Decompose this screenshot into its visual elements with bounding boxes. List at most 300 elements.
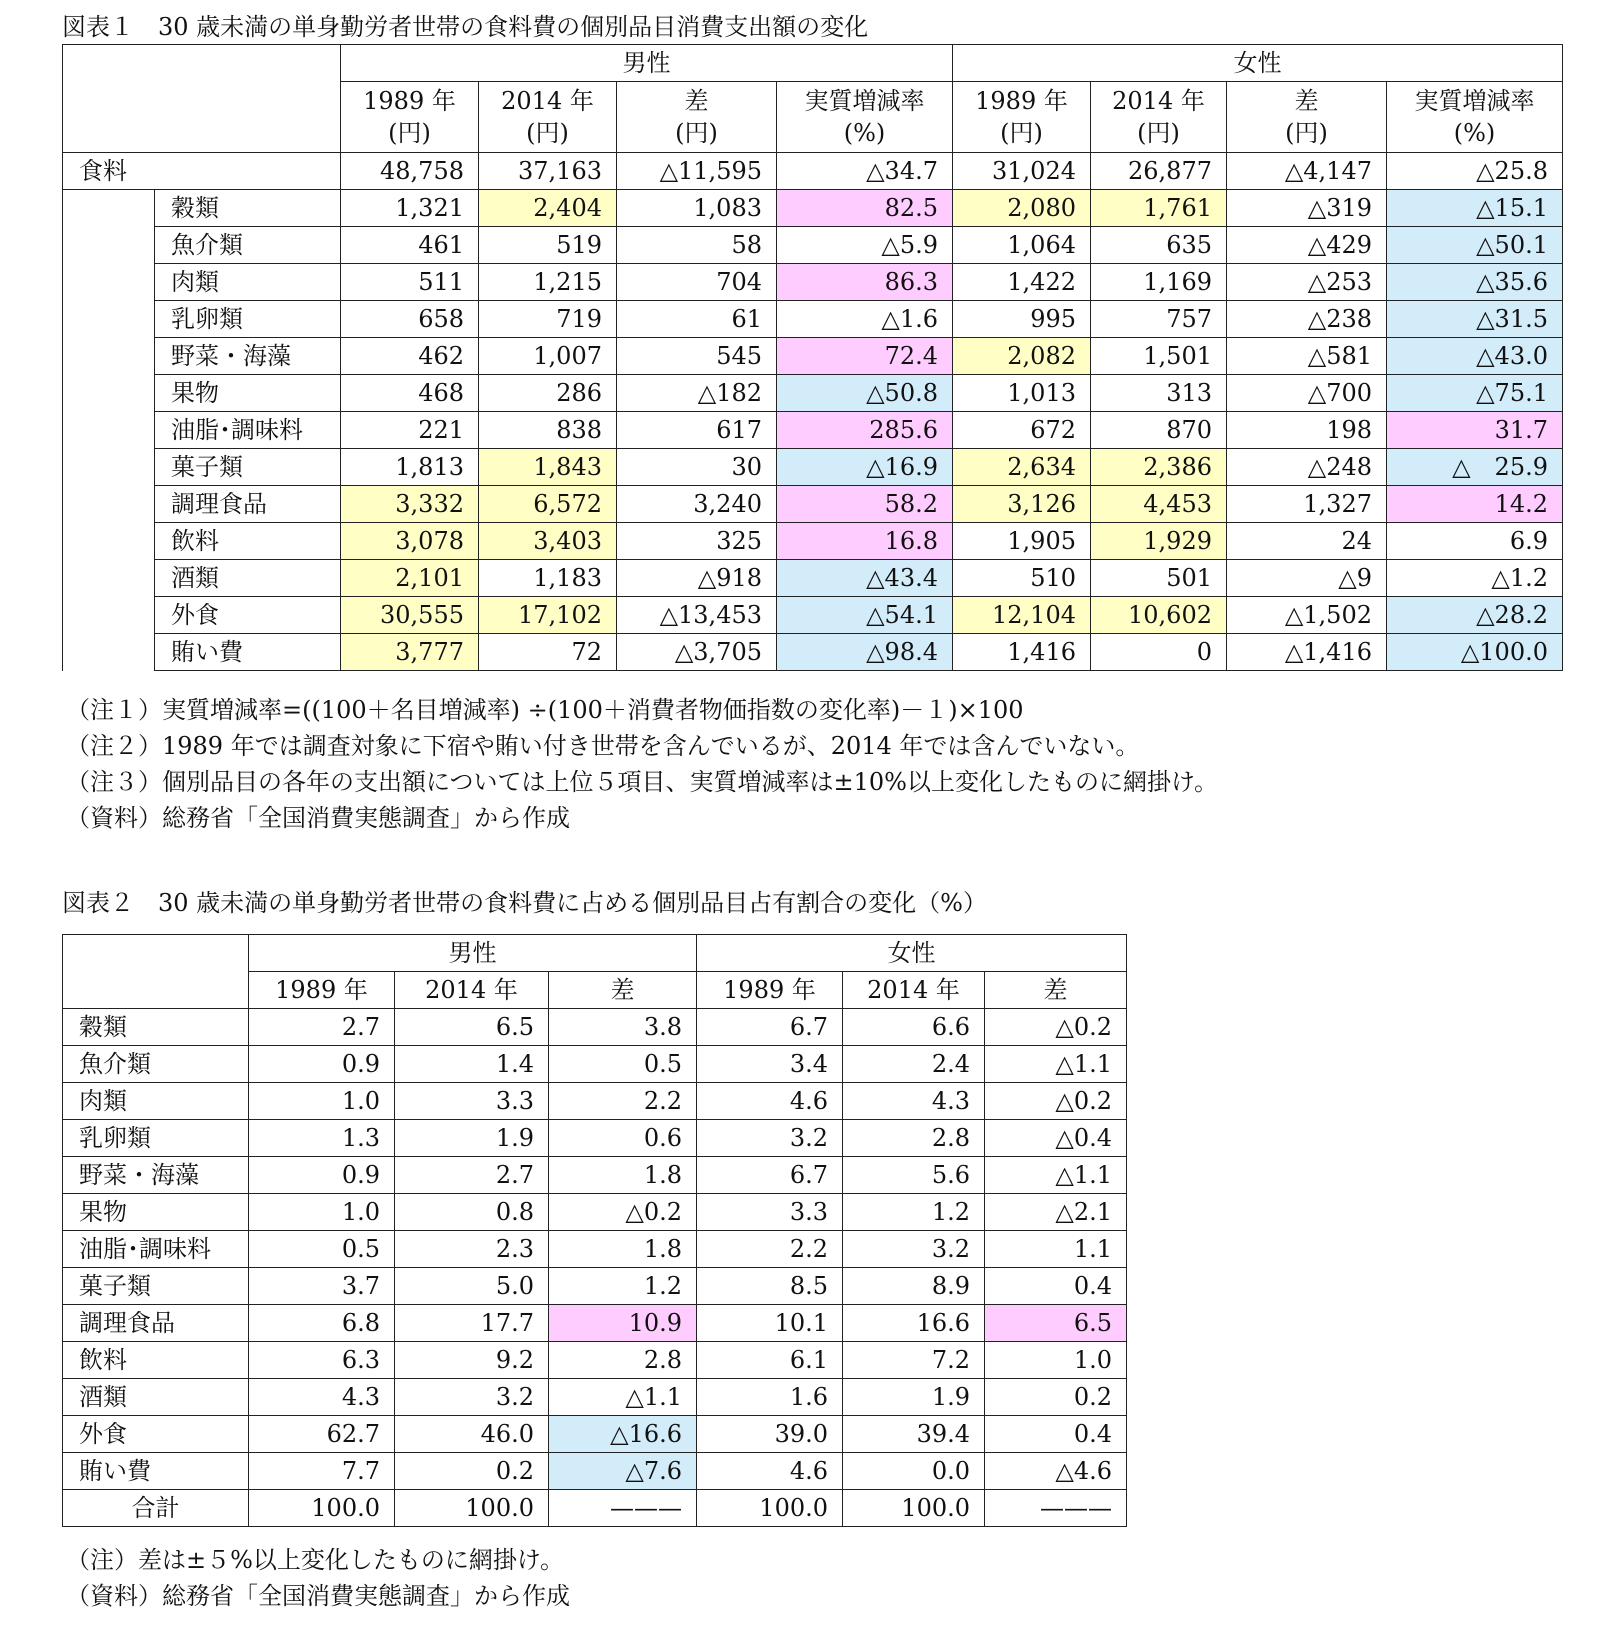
table1-cell: 24 [1227,523,1387,560]
row-label: 果物 [155,375,341,412]
table1-cell: △918 [617,560,777,597]
table1-cell: 1,422 [953,264,1091,301]
table1-cell: △3,705 [617,634,777,671]
table1-row [63,449,1563,486]
table1-row [63,634,1563,671]
table2-cell: 0.2 [395,1453,549,1490]
table1-column-header [777,82,953,153]
table2-cell: 2.7 [249,1009,395,1046]
column-header-line1: 実質増減率 [804,87,925,115]
table1-cell: 198 [1227,412,1387,449]
table1-cell: △1,502 [1227,597,1387,634]
table2-cell: 1.2 [843,1194,985,1231]
table1-cell: 2,386 [1091,449,1227,486]
table2-cell: 6.6 [843,1009,985,1046]
table1-cell: 510 [953,560,1091,597]
table2-cell: 4.6 [697,1083,843,1120]
row-label: 肉類 [63,1083,249,1120]
table2-cell: 2.2 [549,1083,697,1120]
table2-row [63,1305,1127,1342]
column-header-line1: 差 [684,87,709,115]
table1-cell: △5.9 [777,227,953,264]
row-label: 肉類 [155,264,341,301]
table2-cell: 1.9 [843,1379,985,1416]
row-label: 外食 [63,1416,249,1453]
column-header-line2: (円) [388,119,431,147]
table2-cell: △0.2 [985,1009,1127,1046]
table2-row [63,1416,1127,1453]
table1-cell: △35.6 [1387,264,1563,301]
table1-cell: △238 [1227,301,1387,338]
column-header-line2: (円) [1137,119,1180,147]
table2-cell: 3.8 [549,1009,697,1046]
table1-cell: 30,555 [341,597,479,634]
table2-cell: 4.3 [843,1083,985,1120]
table1-cell: △581 [1227,338,1387,375]
table2-cell: 3.7 [249,1268,395,1305]
table2-row [63,1083,1127,1120]
table1-cell: 468 [341,375,479,412]
table1-cell: 58.2 [777,486,953,523]
row-label: 乳卵類 [155,301,341,338]
column-header-line1: 実質増減率 [1414,87,1535,115]
table1-cell: △253 [1227,264,1387,301]
table2-cell: 3.2 [697,1120,843,1157]
table2-cell: 0.9 [249,1046,395,1083]
table1-cell: 1,321 [341,190,479,227]
column-header-line1: 2014 年 [501,87,594,115]
table2-cell: 7.2 [843,1342,985,1379]
table2-cell: 2.8 [549,1342,697,1379]
table1-cell: 511 [341,264,479,301]
table1-cell: 3,078 [341,523,479,560]
table1-cell: 286 [479,375,617,412]
table2-cell: 1.3 [249,1120,395,1157]
table2-cell: △0.2 [549,1194,697,1231]
table1-cell: 462 [341,338,479,375]
row-label: 魚介類 [63,1046,249,1083]
column-header-line2: (円) [1000,119,1043,147]
table1-cell: 838 [479,412,617,449]
table1-category-spacer [63,190,155,671]
table1-cell: 1,905 [953,523,1091,560]
note-line: （注）差は±５%以上変化したものに網掛け。 [66,1546,564,1574]
table1-cell: 313 [1091,375,1227,412]
table1-cell: 1,169 [1091,264,1227,301]
table1-cell: △25.8 [1387,153,1563,190]
column-header-line2: (%) [843,119,886,147]
table1-row [63,227,1563,264]
table2-cell: 4.6 [697,1453,843,1490]
table2-group-header-row [63,935,1127,972]
table1-notes [66,692,1218,836]
table2-column-header: 2014 年 [843,972,985,1009]
table1-cell: 2,101 [341,560,479,597]
note-line: （注２）1989 年では調査対象に下宿や賄い付き世帯を含んでいるが、2014 年では含んでいない。 [66,732,1140,760]
table1-cell: 26,877 [1091,153,1227,190]
table1-cell: △9 [1227,560,1387,597]
note-line: （資料）総務省「全国消費実態調査」から作成 [66,804,570,832]
table1-cell: 3,403 [479,523,617,560]
table1-row [63,338,1563,375]
table2-cell: 6.5 [395,1009,549,1046]
table1-cell: 1,813 [341,449,479,486]
row-label: 賄い費 [155,634,341,671]
table1-cell: △43.0 [1387,338,1563,375]
table1-cell: 37,163 [479,153,617,190]
table2-cell: 5.6 [843,1157,985,1194]
table2-cell: 1.0 [985,1342,1127,1379]
table2-cell: △4.6 [985,1453,1127,1490]
table1-total-row [63,153,1563,190]
table1-cell: 6.9 [1387,523,1563,560]
row-label: 外食 [155,597,341,634]
table2-cell: 6.3 [249,1342,395,1379]
table1-cell: △54.1 [777,597,953,634]
row-label: 野菜・海藻 [63,1157,249,1194]
table2-cell: 39.0 [697,1416,843,1453]
table2-cell: 3.2 [395,1379,549,1416]
table1-group-female: 女性 [953,45,1563,82]
table1-cell: 672 [953,412,1091,449]
table2-cell: △0.2 [985,1083,1127,1120]
table2-cell: 62.7 [249,1416,395,1453]
table2-cell: 8.9 [843,1268,985,1305]
table1-title: 図表１ 30 歳未満の単身勤労者世帯の食料費の個別品目消費支出額の変化 [62,13,869,41]
row-label: 穀類 [63,1009,249,1046]
table1-cell: 1,501 [1091,338,1227,375]
table2-cell: 10.1 [697,1305,843,1342]
table2-notes [66,1542,570,1614]
table1-group-header-row [63,45,1563,82]
table2-cell: 6.5 [985,1305,1127,1342]
table1-cell: 0 [1091,634,1227,671]
table1-cell: △13,453 [617,597,777,634]
table2-cell: 6.7 [697,1157,843,1194]
note-line: （資料）総務省「全国消費実態調査」から作成 [66,1582,570,1610]
table2-cell: 3.4 [697,1046,843,1083]
table1-cell: 635 [1091,227,1227,264]
table2-cell: 2.8 [843,1120,985,1157]
table2-cell: ——— [549,1490,697,1527]
table2-cell: 1.8 [549,1231,697,1268]
column-header-line1: 1989 年 [363,87,456,115]
table1-cell: △4,147 [1227,153,1387,190]
table1-cell: 1,064 [953,227,1091,264]
table2-cell: 100.0 [843,1490,985,1527]
table1-cell: 2,082 [953,338,1091,375]
table2-cell: △7.6 [549,1453,697,1490]
column-header-line2: (%) [1453,119,1496,147]
row-label: 調理食品 [155,486,341,523]
table1-cell: 1,183 [479,560,617,597]
table1-cell: 31.7 [1387,412,1563,449]
table1-column-header [1387,82,1563,153]
table1-cell: 17,102 [479,597,617,634]
table2-cell: △1.1 [985,1157,1127,1194]
table1-cell: △28.2 [1387,597,1563,634]
table2-row [63,1046,1127,1083]
table2-cell: 17.7 [395,1305,549,1342]
table1-cell: 31,024 [953,153,1091,190]
row-label: 賄い費 [63,1453,249,1490]
table2-cell: 100.0 [249,1490,395,1527]
table2-cell: 6.1 [697,1342,843,1379]
column-header-line2: (円) [675,119,718,147]
note-line: （注１）実質増減率=((100＋名目増減率) ÷(100＋消費者物価指数の変化率)－１)×100 [66,696,1024,724]
table1-cell: 719 [479,301,617,338]
column-header-line2: (円) [526,119,569,147]
table1-cell: 6,572 [479,486,617,523]
table1-cell: 519 [479,227,617,264]
table2-cell: △0.4 [985,1120,1127,1157]
table1-cell: 617 [617,412,777,449]
table1-cell: △1.2 [1387,560,1563,597]
table1-cell: 2,080 [953,190,1091,227]
row-label: 野菜・海藻 [155,338,341,375]
table2-title: 図表２ 30 歳未満の単身勤労者世帯の食料費に占める個別品目占有割合の変化（%） [62,889,987,917]
table2-cell: ——— [985,1490,1127,1527]
table2-cell: 0.4 [985,1268,1127,1305]
table2-cell: 9.2 [395,1342,549,1379]
table1-cell: 12,104 [953,597,1091,634]
table1-cell: △1.6 [777,301,953,338]
table1-cell: 72 [479,634,617,671]
column-header-line1: 差 [1294,87,1319,115]
table1-cell: △50.8 [777,375,953,412]
table2-column-header: 1989 年 [697,972,843,1009]
table2-cell: 3.2 [843,1231,985,1268]
column-header-line1: 2014 年 [1112,87,1205,115]
table2-row [63,1120,1127,1157]
table1-row [63,560,1563,597]
table1-cell: △75.1 [1387,375,1563,412]
row-label: 菓子類 [63,1268,249,1305]
table2 [62,934,1127,1527]
table2-cell: 0.0 [843,1453,985,1490]
table2-cell: △1.1 [985,1046,1127,1083]
table1-column-header [617,82,777,153]
table2-cell: 1.0 [249,1083,395,1120]
table1-cell: 16.8 [777,523,953,560]
table1-cell: 10,602 [1091,597,1227,634]
table1-row [63,412,1563,449]
table1-cell: 86.3 [777,264,953,301]
table2-cell: 2.3 [395,1231,549,1268]
table2-cell: 7.7 [249,1453,395,1490]
table2-cell: 8.5 [697,1268,843,1305]
row-label: 乳卵類 [63,1120,249,1157]
table2-cell: △1.1 [549,1379,697,1416]
table1-column-header [479,82,617,153]
table1-cell: 48,758 [341,153,479,190]
table1-group-male: 男性 [341,45,953,82]
table1-cell: △1,416 [1227,634,1387,671]
table2-row [63,1157,1127,1194]
table1-cell: 704 [617,264,777,301]
table1-cell: 325 [617,523,777,560]
table2-cell: 2.2 [697,1231,843,1268]
table2-cell: 100.0 [697,1490,843,1527]
table1-cell: 2,404 [479,190,617,227]
table2-cell: 2.4 [843,1046,985,1083]
table2-cell: 0.9 [249,1157,395,1194]
table1-column-header [1091,82,1227,153]
table1-cell: 870 [1091,412,1227,449]
table2-cell: 0.8 [395,1194,549,1231]
table1-cell: 1,327 [1227,486,1387,523]
table1-cell: 61 [617,301,777,338]
table2-cell: △16.6 [549,1416,697,1453]
table1-cell: 1,929 [1091,523,1227,560]
table2-cell: 1.0 [249,1194,395,1231]
table2-group-male: 男性 [249,935,697,972]
table1-cell: 3,777 [341,634,479,671]
row-label: 油脂･調味料 [155,412,341,449]
table1-cell: 221 [341,412,479,449]
table2-total-row [63,1490,1127,1527]
row-label: 油脂･調味料 [63,1231,249,1268]
table2-cell: 1.1 [985,1231,1127,1268]
table1-row [63,264,1563,301]
table1-corner-cell [63,45,341,153]
row-label: 穀類 [155,190,341,227]
row-label: 調理食品 [63,1305,249,1342]
row-label: 酒類 [63,1379,249,1416]
table2-row [63,1453,1127,1490]
row-label: 酒類 [155,560,341,597]
table1-cell: 3,332 [341,486,479,523]
table1-cell: 1,083 [617,190,777,227]
table2-cell: 6.7 [697,1009,843,1046]
table2-cell: 1.2 [549,1268,697,1305]
table1-cell: 1,007 [479,338,617,375]
table1-cell: 995 [953,301,1091,338]
table2-cell: 46.0 [395,1416,549,1453]
table1-row [63,301,1563,338]
column-header-line1: 1989 年 [975,87,1068,115]
table2-cell: 4.3 [249,1379,395,1416]
table1-cell: 658 [341,301,479,338]
table1-row [63,486,1563,523]
table1-cell: △700 [1227,375,1387,412]
table1-row [63,190,1563,227]
table2-cell: 1.9 [395,1120,549,1157]
table2-cell: 10.9 [549,1305,697,1342]
table1-cell: 58 [617,227,777,264]
table1-cell: △11,595 [617,153,777,190]
table1-cell: △182 [617,375,777,412]
table1-cell: 1,761 [1091,190,1227,227]
table1-row [63,375,1563,412]
table2-cell: 100.0 [395,1490,549,1527]
table2-cell: 39.4 [843,1416,985,1453]
table2-cell: 0.4 [985,1416,1127,1453]
table1-cell: 1,215 [479,264,617,301]
column-header-line2: (円) [1285,119,1328,147]
row-label: 菓子類 [155,449,341,486]
table2-cell: 5.0 [395,1268,549,1305]
table2-row [63,1231,1127,1268]
table1-cell: 30 [617,449,777,486]
table1-cell: △50.1 [1387,227,1563,264]
table1-cell: △16.9 [777,449,953,486]
table2-cell: 1.8 [549,1157,697,1194]
table2-cell: 3.3 [395,1083,549,1120]
table1-cell: △248 [1227,449,1387,486]
table2-row [63,1342,1127,1379]
table2-column-header: 2014 年 [395,972,549,1009]
table1-row [63,597,1563,634]
table1-cell: 4,453 [1091,486,1227,523]
table2-cell: 0.6 [549,1120,697,1157]
table1-cell: 545 [617,338,777,375]
row-label: 飲料 [155,523,341,560]
table2-cell: 2.7 [395,1157,549,1194]
table1-cell: △34.7 [777,153,953,190]
table2-group-female: 女性 [697,935,1127,972]
table1-cell: 461 [341,227,479,264]
table1-cell: 3,126 [953,486,1091,523]
note-line: （注３）個別品目の各年の支出額については上位５項目、実質増減率は±10%以上変化したものに網掛け。 [66,768,1219,796]
table1-cell: △15.1 [1387,190,1563,227]
table1-cell: 1,013 [953,375,1091,412]
table1-cell: 1,843 [479,449,617,486]
table1-cell: 3,240 [617,486,777,523]
row-label-total: 食料 [63,153,341,190]
table1-cell: 1,416 [953,634,1091,671]
table1-cell: △ 25.9 [1387,449,1563,486]
table2-row [63,1268,1127,1305]
table1-cell: △100.0 [1387,634,1563,671]
row-label: 果物 [63,1194,249,1231]
table1-cell: 14.2 [1387,486,1563,523]
table1-cell: 2,634 [953,449,1091,486]
table2-cell: 16.6 [843,1305,985,1342]
table1-row [63,523,1563,560]
table2-row [63,1194,1127,1231]
table2-cell: 0.5 [549,1046,697,1083]
table2-column-header: 差 [549,972,697,1009]
table1 [62,44,1563,671]
table2-cell: 1.6 [697,1379,843,1416]
table2-column-header: 1989 年 [249,972,395,1009]
table1-column-header [953,82,1091,153]
table1-cell: 82.5 [777,190,953,227]
table1-cell: △319 [1227,190,1387,227]
table2-cell: 0.2 [985,1379,1127,1416]
table1-cell: △98.4 [777,634,953,671]
table2-row [63,1379,1127,1416]
table1-cell: 757 [1091,301,1227,338]
table1-cell: △31.5 [1387,301,1563,338]
row-label: 飲料 [63,1342,249,1379]
table1-cell: 72.4 [777,338,953,375]
table2-cell: 1.4 [395,1046,549,1083]
table2-cell: 0.5 [249,1231,395,1268]
table2-cell: 3.3 [697,1194,843,1231]
table1-cell: 501 [1091,560,1227,597]
row-label-total: 合計 [63,1490,249,1527]
table1-column-header [1227,82,1387,153]
table1-cell: △43.4 [777,560,953,597]
table2-column-header: 差 [985,972,1127,1009]
table2-corner-cell [63,935,249,1009]
table1-column-header [341,82,479,153]
row-label: 魚介類 [155,227,341,264]
table1-cell: △429 [1227,227,1387,264]
table2-row [63,1009,1127,1046]
